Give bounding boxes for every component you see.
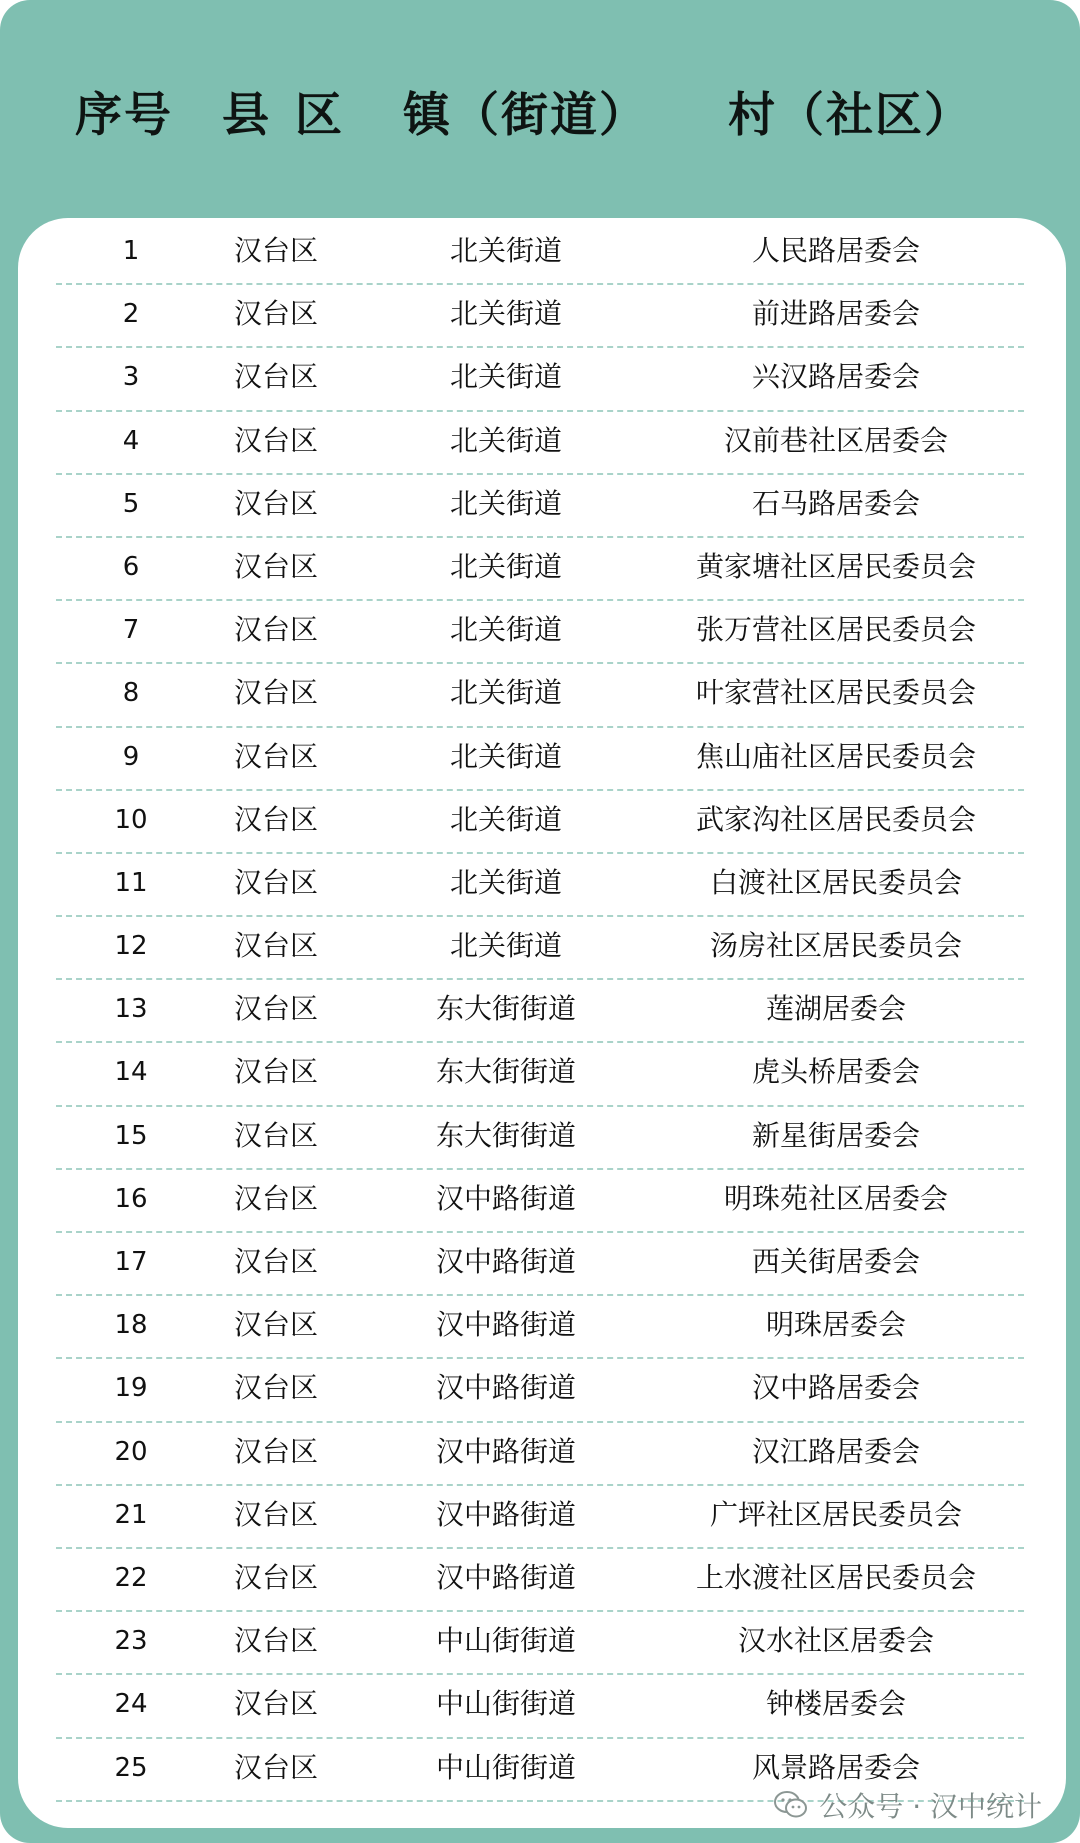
table-row <box>56 1296 1024 1359</box>
watermark-text: 公众号 · 汉中统计 <box>819 1790 1042 1823</box>
row-index: 23 <box>114 1626 148 1657</box>
row-town: 汉中路街道 <box>435 1308 576 1342</box>
row-county: 汉台区 <box>233 549 318 583</box>
table-row <box>56 854 1024 917</box>
row-index: 15 <box>114 1120 148 1151</box>
table-row <box>56 728 1024 791</box>
row-town: 东大街街道 <box>435 992 576 1026</box>
row-town: 北关街道 <box>449 297 562 331</box>
row-town: 汉中路街道 <box>435 1560 576 1594</box>
row-index: 18 <box>114 1310 148 1341</box>
row-index: 16 <box>114 1183 148 1214</box>
table-row <box>56 1675 1024 1738</box>
row-village: 上水渡社区居民委员会 <box>695 1560 976 1594</box>
row-index: 3 <box>122 362 140 393</box>
row-county: 汉台区 <box>233 1118 318 1152</box>
row-index: 13 <box>114 994 148 1025</box>
row-index: 9 <box>122 741 140 772</box>
row-village: 张万营社区居民委员会 <box>695 613 976 647</box>
row-village: 钟楼居委会 <box>765 1687 906 1721</box>
table-row <box>56 285 1024 348</box>
row-county: 汉台区 <box>233 1245 318 1278</box>
row-town: 中山街街道 <box>435 1750 576 1784</box>
row-town: 北关街道 <box>449 676 562 710</box>
row-village: 黄家塘社区居民委员会 <box>695 549 976 583</box>
row-village: 汉江路居委会 <box>751 1434 920 1468</box>
table-row <box>56 980 1024 1043</box>
row-county: 汉台区 <box>233 423 318 457</box>
row-index: 4 <box>122 425 140 456</box>
table-row <box>56 791 1024 854</box>
row-index: 11 <box>114 867 148 898</box>
row-town: 北关街道 <box>449 549 562 583</box>
row-town: 中山街街道 <box>435 1687 576 1721</box>
row-village: 汉水社区居委会 <box>737 1624 934 1658</box>
row-index: 22 <box>114 1562 148 1593</box>
table-row <box>56 538 1024 601</box>
row-county: 汉台区 <box>233 486 318 520</box>
row-town: 北关街道 <box>449 865 562 899</box>
row-county: 汉台区 <box>233 929 318 963</box>
row-county: 汉台区 <box>233 1687 318 1721</box>
row-county: 汉台区 <box>233 1055 318 1089</box>
row-county: 汉台区 <box>233 1434 318 1468</box>
row-village: 莲湖居委会 <box>765 992 906 1026</box>
table-row <box>56 1359 1024 1422</box>
row-town: 北关街道 <box>449 613 562 647</box>
row-county: 汉台区 <box>233 297 318 331</box>
row-village: 广坪社区居民委员会 <box>709 1497 962 1531</box>
row-index: 20 <box>114 1436 148 1467</box>
row-town: 北关街道 <box>449 486 562 520</box>
row-county: 汉台区 <box>233 992 318 1026</box>
row-village: 汤房社区居民委员会 <box>709 929 962 963</box>
header-county: 县区 <box>222 88 368 143</box>
row-town: 汉中路街道 <box>435 1371 576 1405</box>
table-row <box>56 664 1024 727</box>
watermark <box>773 1783 1042 1827</box>
row-village: 人民路居委会 <box>751 234 920 267</box>
row-village: 风景路居委会 <box>751 1750 920 1784</box>
row-town: 北关街道 <box>449 423 562 457</box>
row-town: 北关街道 <box>449 802 562 836</box>
table-header <box>0 0 1080 230</box>
row-county: 汉台区 <box>233 865 318 899</box>
table-row <box>56 412 1024 475</box>
row-index: 6 <box>122 551 140 582</box>
row-town: 汉中路街道 <box>435 1181 576 1215</box>
row-village: 叶家营社区居民委员会 <box>695 676 976 710</box>
row-village: 白渡社区居民委员会 <box>709 865 962 899</box>
table-row <box>56 1233 1024 1296</box>
row-town: 汉中路街道 <box>435 1497 576 1531</box>
row-index: 5 <box>122 488 140 519</box>
row-index: 21 <box>114 1499 148 1530</box>
row-index: 14 <box>114 1057 148 1088</box>
row-index: 1 <box>122 236 140 266</box>
table-row <box>56 601 1024 664</box>
table-row <box>56 1170 1024 1233</box>
row-town: 中山街街道 <box>435 1624 576 1658</box>
table-row <box>56 1107 1024 1170</box>
row-village: 新星街居委会 <box>751 1118 920 1152</box>
row-county: 汉台区 <box>233 1181 318 1215</box>
row-town: 北关街道 <box>449 929 562 963</box>
row-town: 东大街街道 <box>435 1118 576 1152</box>
row-index: 25 <box>114 1752 148 1783</box>
row-county: 汉台区 <box>233 1560 318 1594</box>
row-village: 前进路居委会 <box>751 297 920 331</box>
row-village: 武家沟社区居民委员会 <box>695 802 976 836</box>
row-county: 汉台区 <box>233 360 318 394</box>
row-county: 汉台区 <box>233 1750 318 1784</box>
row-village: 西关街居委会 <box>751 1245 920 1278</box>
row-village: 石马路居委会 <box>751 486 920 520</box>
row-index: 7 <box>122 615 140 646</box>
header-village: 村（社区） <box>728 88 973 143</box>
row-county: 汉台区 <box>233 802 318 836</box>
row-town: 北关街道 <box>449 360 562 394</box>
table-row <box>56 1423 1024 1486</box>
row-village: 焦山庙社区居民委员会 <box>695 739 976 773</box>
row-index: 8 <box>122 678 140 709</box>
wechat-icon <box>773 1790 809 1820</box>
row-village: 汉前巷社区居委会 <box>723 423 948 457</box>
row-county: 汉台区 <box>233 234 318 267</box>
header-town: 镇（街道） <box>403 88 648 143</box>
row-town: 汉中路街道 <box>435 1245 576 1278</box>
row-town: 北关街道 <box>449 234 562 267</box>
table-row <box>56 1549 1024 1612</box>
table-row <box>56 1486 1024 1549</box>
row-county: 汉台区 <box>233 1371 318 1405</box>
table-row <box>56 222 1024 285</box>
row-index: 24 <box>114 1689 148 1720</box>
row-index: 12 <box>114 931 148 962</box>
table-row <box>56 348 1024 411</box>
row-county: 汉台区 <box>233 1497 318 1531</box>
table-row <box>56 1612 1024 1675</box>
row-county: 汉台区 <box>233 676 318 710</box>
row-village: 明珠居委会 <box>765 1308 906 1342</box>
row-village: 汉中路居委会 <box>751 1371 920 1405</box>
row-county: 汉台区 <box>233 613 318 647</box>
row-county: 汉台区 <box>233 739 318 773</box>
header-seq: 序号 <box>75 88 173 143</box>
row-index: 17 <box>114 1247 148 1277</box>
row-village: 兴汉路居委会 <box>751 360 920 394</box>
row-town: 汉中路街道 <box>435 1434 576 1468</box>
row-county: 汉台区 <box>233 1308 318 1342</box>
row-index: 10 <box>114 804 148 835</box>
row-town: 东大街街道 <box>435 1055 576 1089</box>
row-village: 明珠苑社区居委会 <box>723 1181 948 1215</box>
table-body <box>56 222 1024 1802</box>
row-index: 19 <box>114 1373 148 1404</box>
row-county: 汉台区 <box>233 1624 318 1658</box>
table-row <box>56 917 1024 980</box>
table-row <box>56 475 1024 538</box>
table-row <box>56 1043 1024 1106</box>
row-index: 2 <box>122 299 140 330</box>
row-town: 北关街道 <box>449 739 562 773</box>
row-village: 虎头桥居委会 <box>751 1055 920 1089</box>
